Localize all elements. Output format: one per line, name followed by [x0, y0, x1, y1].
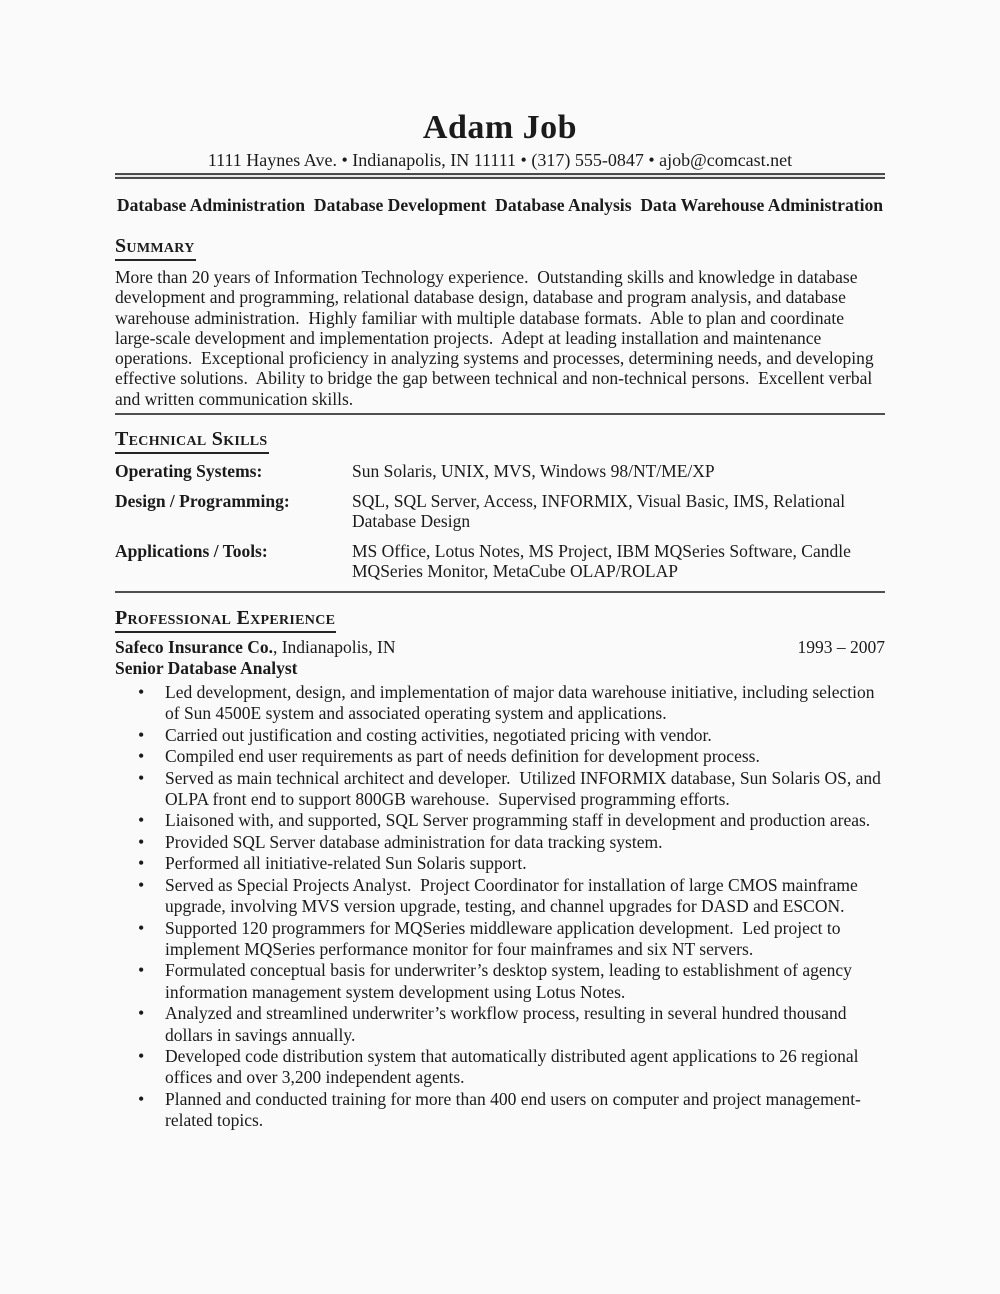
skill-value: MS Office, Lotus Notes, MS Project, IBM MQSeries Software, Candle MQSeries Monitor, MetaCube OLAP/ROLAP: [352, 540, 851, 582]
skill-value: Sun Solaris, UNIX, MVS, Windows 98/NT/ME/XP: [352, 461, 715, 482]
bullet-icon: •: [138, 917, 145, 938]
bullet-text: Provided SQL Server database administration for data tracking system.: [165, 831, 663, 852]
bullet-text: Liaisoned with, and supported, SQL Server programming staff in development and production areas.: [165, 810, 871, 831]
skill-row: [115, 491, 885, 532]
experience-bullet: [115, 1046, 885, 1089]
header-divider: [115, 173, 885, 179]
bullet-icon: •: [138, 1088, 145, 1109]
skill-category-label: Operating Systems:: [115, 461, 263, 482]
bullet-icon: •: [138, 810, 145, 831]
bullet-text: Served as Special Projects Analyst. Project Coordinator for installation of large CMOS mainframe upgrade, involving MVS version upgrade, testing, and channel upgrades for DASD and ESCON.: [165, 874, 863, 917]
experience-bullet: [115, 918, 885, 961]
experience-bullet: [115, 746, 885, 767]
skill-row: [115, 461, 885, 482]
resume-header: [115, 108, 885, 217]
bullet-text: Planned and conducted training for more than 400 end users on computer and project management-related topics.: [165, 1088, 861, 1131]
bullet-text: Supported 120 programmers for MQSeries middleware application development. Led project to implement MQSeries performance monitor for four mainframes and six NT servers.: [165, 917, 845, 959]
experience-bullet: [115, 1089, 885, 1132]
summary-heading: Summary: [115, 235, 196, 261]
experience-bullet: [115, 725, 885, 746]
experience-bullet: [115, 832, 885, 853]
skill-value: SQL, SQL Server, Access, INFORMIX, Visual Basic, IMS, Relational Database Design: [352, 490, 846, 532]
experience-bullet: [115, 682, 885, 725]
bullet-text: Served as main technical architect and developer. Utilized INFORMIX database, Sun Solaris OS, and OLPA front end to support 800GB warehouse. Supervised programming efforts.: [165, 767, 886, 810]
skills-headline: Database Administration Database Development Database Analysis Data Warehouse Administration: [116, 195, 884, 215]
skill-category-label: Applications / Tools:: [115, 540, 268, 561]
bullet-text: Carried out justification and costing activities, negotiated pricing with vendor.: [165, 724, 712, 745]
bullet-text: Performed all initiative-related Sun Solaris support.: [165, 853, 527, 874]
experience-bullet: [115, 810, 885, 831]
bullet-icon: •: [138, 874, 145, 895]
technical-skills-heading: Technical Skills: [115, 428, 269, 454]
experience-bullet: [115, 1003, 885, 1046]
employment-dates: 1993 – 2007: [797, 637, 885, 658]
employer-line: [115, 637, 395, 658]
bullet-text: Compiled end user requirements as part of needs definition for development process.: [165, 746, 760, 767]
section-divider: [115, 591, 885, 593]
skill-row: [115, 541, 885, 582]
bullet-text: Led development, design, and implementation of major data warehouse initiative, including selection of Sun 4500E system and associated operating system and applications.: [165, 682, 879, 724]
bullet-icon: •: [138, 1003, 145, 1024]
experience-bullet: [115, 960, 885, 1003]
summary-text: More than 20 years of Information Technology experience. Outstanding skills and knowledge in database development and programming, relational database design, database and program analysis, and database warehouse administration. Highly familiar with multiple database formats. Able to plan and coordinate large-scale development and implementation projects. Adept at leading installation and maintenance operations. Exceptional proficiency in analyzing systems and processes, determining needs, and developing effective solutions. Ability to bridge the gap between technical and non-technical persons. Excellent verbal and written communication skills.: [115, 267, 878, 409]
employer-name: Safeco Insurance Co.: [115, 637, 273, 658]
bullet-icon: •: [138, 682, 145, 703]
bullet-icon: •: [138, 1045, 145, 1066]
experience-bullet: [115, 875, 885, 918]
skill-category-label: Design / Programming:: [115, 490, 290, 511]
experience-bullet: [115, 853, 885, 874]
bullet-text: Developed code distribution system that automatically distributed agent applications to 26 regional offices and over 3,200 independent agents.: [165, 1045, 863, 1088]
technical-skills-section: [115, 428, 885, 582]
bullet-icon: •: [138, 746, 145, 767]
bullet-icon: •: [138, 853, 145, 874]
experience-heading: Professional Experience: [115, 607, 336, 633]
bullet-icon: •: [138, 831, 145, 852]
technical-skills-table: [115, 461, 885, 582]
bullet-icon: •: [138, 960, 145, 981]
experience-section: [115, 607, 885, 1132]
candidate-name: Adam Job: [422, 109, 578, 146]
bullet-text: Analyzed and streamlined underwriter’s workflow process, resulting in several hundred thousand dollars in savings annually.: [165, 1003, 851, 1045]
job-title: Senior Database Analyst: [115, 658, 298, 679]
employer-location: , Indianapolis, IN: [272, 637, 396, 658]
bullet-text: Formulated conceptual basis for underwriter’s desktop system, leading to establishment of agency information management system development using Lotus Notes.: [165, 960, 857, 1002]
employer-row: [115, 637, 885, 658]
bullet-icon: •: [138, 724, 145, 745]
contact-line: 1111 Haynes Ave. • Indianapolis, IN 11111 • (317) 555-0847 • ajob@comcast.net: [207, 150, 793, 170]
experience-bullet-list: [115, 682, 885, 1132]
bullet-icon: •: [138, 767, 145, 788]
experience-bullet: [115, 768, 885, 811]
section-divider: [115, 413, 885, 415]
summary-section: [115, 235, 885, 409]
